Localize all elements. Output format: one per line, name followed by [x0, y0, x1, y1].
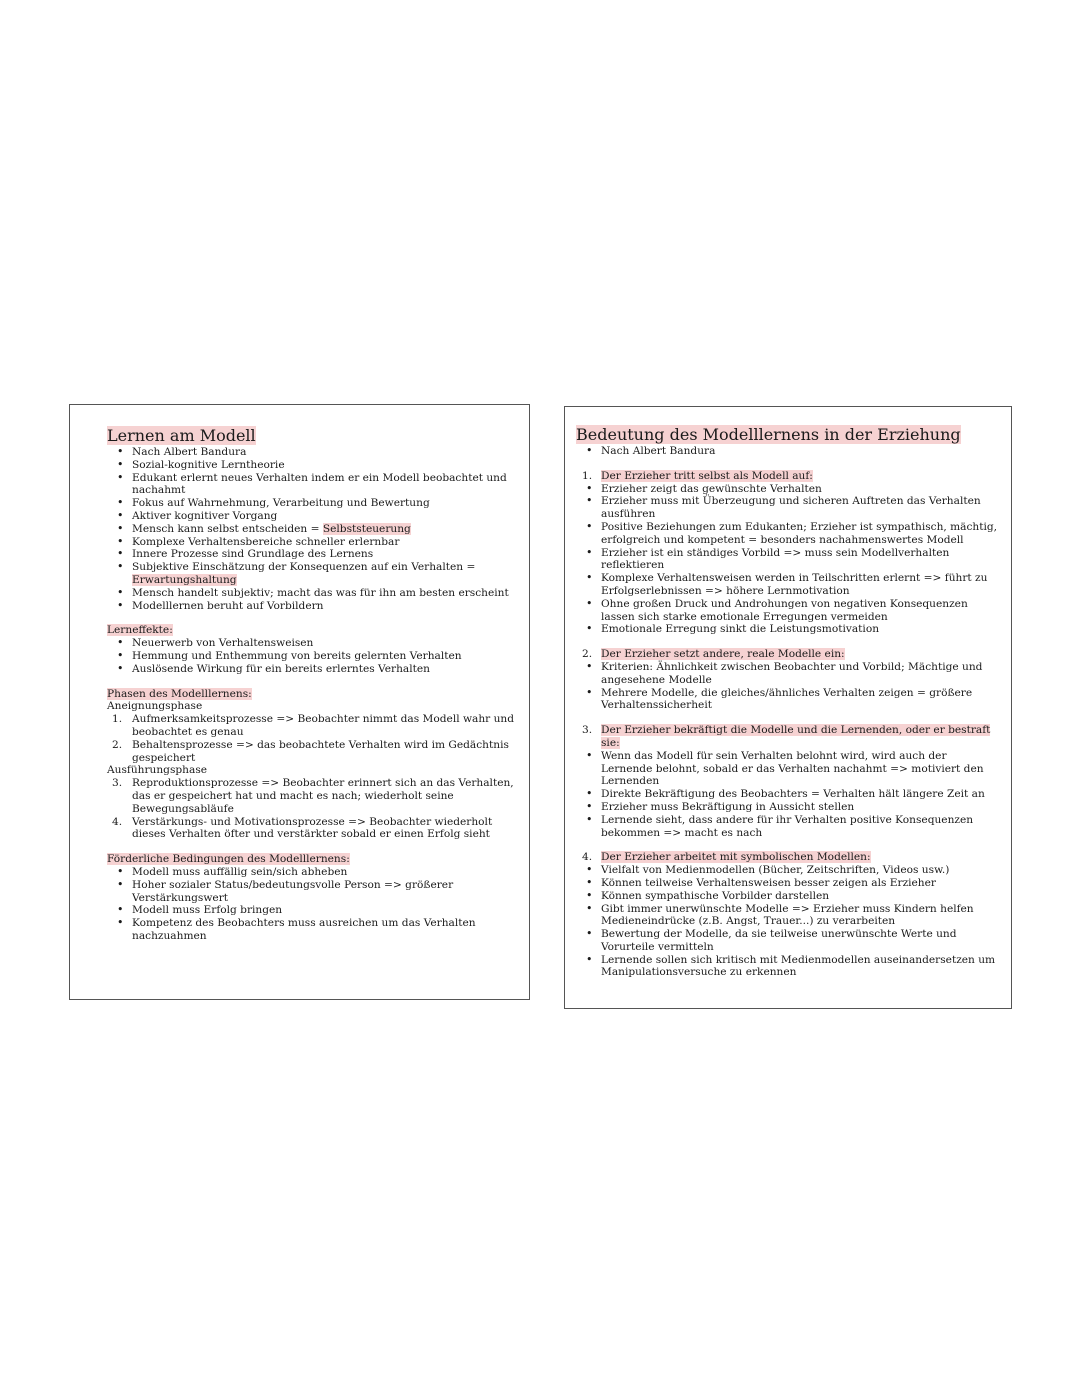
list-item: • Sozial-kognitive Lerntheorie — [132, 459, 515, 472]
phasen-section — [107, 688, 515, 842]
list-item: • Vielfalt von Medienmodellen (Bücher, Zeitschriften, Videos usw.) — [601, 864, 1001, 877]
list-item: • Kriterien: Ähnlichkeit zwischen Beobachter und Vorbild; Mächtige und angesehene Modelle — [601, 661, 1001, 687]
list-item: • Nach Albert Bandura — [601, 445, 1001, 458]
list-item: • Gibt immer unerwünschte Modelle => Erzieher muss Kindern helfen Medieneindrücke (z.B. Angst, Trauer...) zu verarbeiten — [601, 903, 1001, 929]
phase-label: Aneignungsphase — [107, 700, 203, 713]
list-item: • Positive Beziehungen zum Edukanten; Erzieher ist sympathisch, mächtig, erfolgreich und kompetent = besonders nachahmenswertes Modell — [601, 521, 1001, 547]
section-heading: Phasen des Modelllernens: — [107, 687, 252, 700]
list-item: • Mensch handelt subjektiv; macht das was für ihn am besten erscheint — [132, 587, 515, 600]
list-item: • Hoher sozialer Status/bedeutungsvolle Person => größerer Verstärkungswert — [132, 879, 515, 905]
list-item: • Aktiver kognitiver Vorgang — [132, 510, 515, 523]
list-item: • Edukant erlernt neues Verhalten indem er ein Modell beobachtet und nachahmt — [132, 472, 515, 498]
list-item: • Modell muss auffällig sein/sich abheben — [132, 866, 515, 879]
list-item: • Kompetenz des Beobachters muss ausreichen um das Verhalten nachzuahmen — [132, 917, 515, 943]
numbered-heading: 2. Der Erzieher setzt andere, reale Modelle ein: — [582, 648, 845, 661]
list-item: • Erzieher muss Bekräftigung in Aussicht stellen — [601, 801, 1001, 814]
list-item: • Fokus auf Wahrnehmung, Verarbeitung und Bewertung — [132, 497, 515, 510]
section-heading: Förderliche Bedingungen des Modelllernens: — [107, 853, 350, 866]
list-item: • Bewertung der Modelle, da sie teilweise unerwünschte Werte und Vorurteile vermitteln — [601, 928, 1001, 954]
numbered-step: 2. Behaltensprozesse => das beobachtete Verhalten wird im Gedächtnis gespeichert — [112, 738, 509, 764]
highlight-selbststeuerung: Selbststeuerung — [322, 522, 411, 535]
left-title: Lernen am Modell — [107, 426, 256, 445]
numbered-step: 4. Verstärkungs- und Motivationsprozesse => Beobachter wiederholt dieses Verhalten öfter und verstärkter sobald er einen Erfolg sieht — [112, 815, 493, 841]
section-list — [576, 750, 1001, 840]
right-notes-card — [564, 406, 1012, 1009]
list-item: • Hemmung und Enthemmung von bereits gelernten Verhalten — [132, 650, 515, 663]
list-item: • Modell muss Erfolg bringen — [132, 904, 515, 917]
erziehung-section-3 — [576, 724, 1001, 839]
section-list — [576, 864, 1001, 979]
list-item: • Komplexe Verhaltensbereiche schneller erlernbar — [132, 536, 515, 549]
right-title: Bedeutung des Modelllernens in der Erziehung — [576, 425, 961, 444]
list-item: • Auslösende Wirkung für ein bereits erlerntes Verhalten — [132, 663, 515, 676]
list-item: • Mehrere Modelle, die gleiches/ähnliches Verhalten zeigen = größere Verhaltenssicherheit — [601, 687, 1001, 713]
erziehung-section-2 — [576, 648, 1001, 712]
list-item: • Direkte Bekräftigung des Beobachters = Verhalten hält längere Zeit an — [601, 788, 1001, 801]
section-list — [576, 661, 1001, 712]
list-item: • Mensch kann selbst entscheiden = Selbststeuerung — [132, 523, 515, 536]
phase-label: Ausführungsphase — [107, 764, 208, 777]
section-list — [576, 483, 1001, 637]
numbered-heading: 3. Der Erzieher bekräftigt die Modelle und die Lernenden, oder er bestraft sie: — [582, 724, 991, 749]
highlight-erwartungshaltung: Erwartungshaltung — [132, 573, 237, 586]
list-item: • Erzieher ist ein ständiges Vorbild => muss sein Modellverhalten reflektieren — [601, 547, 1001, 573]
numbered-step: 1. Aufmerksamkeitsprozesse => Beobachter nimmt das Modell wahr und beobachtet es genau — [112, 713, 515, 738]
list-item: • Erzieher muss mit Überzeugung und sicheren Auftreten das Verhalten ausführen — [601, 495, 1001, 521]
erziehung-section-4 — [576, 851, 1001, 979]
list-item: • Ohne großen Druck und Androhungen von negativen Konsequenzen lassen sich starke emotionale Erregungen vermeiden — [601, 598, 1001, 624]
lerneffekte-section — [107, 624, 515, 675]
numbered-heading: 4. Der Erzieher arbeitet mit symbolischen Modellen: — [582, 851, 871, 864]
left-notes-card — [69, 404, 530, 1000]
conditions-list — [107, 866, 515, 943]
section-heading: Lerneffekte: — [107, 624, 173, 637]
list-item: • Innere Prozesse sind Grundlage des Lernens — [132, 548, 515, 561]
intro-list — [576, 445, 1001, 458]
list-item: • Erzieher zeigt das gewünschte Verhalten — [601, 483, 1001, 496]
list-item: • Komplexe Verhaltensweisen werden in Teilschritten erlernt => führt zu Erfolgserlebnissen => höhere Lernmotivation — [601, 572, 1001, 598]
list-item: • Subjektive Einschätzung der Konsequenzen auf ein Verhalten = Erwartungshaltung — [132, 561, 515, 587]
numbered-step: 3. Reproduktionsprozesse => Beobachter erinnert sich an das Verhalten, das er gespeichert hat und macht es nach; wiederholt seine Bewegungsabläufe — [112, 777, 514, 815]
list-item: • Wenn das Modell für sein Verhalten belohnt wird, wird auch der Lernende belohnt, sobald er das Verhalten nachahmt => motiviert den Lernenden — [601, 750, 1001, 788]
list-item: • Nach Albert Bandura — [132, 446, 515, 459]
list-item: • Lernende sieht, dass andere für ihr Verhalten positive Konsequenzen bekommen => macht es nach — [601, 814, 1001, 840]
list-item: • Können sympathische Vorbilder darstellen — [601, 890, 1001, 903]
list-item: • Emotionale Erregung sinkt die Leistungsmotivation — [601, 623, 1001, 636]
list-item: • Neuerwerb von Verhaltensweisen — [132, 637, 515, 650]
list-item: • Können teilweise Verhaltensweisen besser zeigen als Erzieher — [601, 877, 1001, 890]
effects-list — [107, 637, 515, 675]
list-item: • Modelllernen beruht auf Vorbildern — [132, 600, 515, 613]
numbered-heading: 1. Der Erzieher tritt selbst als Modell auf: — [582, 469, 813, 482]
erziehung-section-1 — [576, 470, 1001, 636]
list-item: • Lernende sollen sich kritisch mit Medienmodellen auseinandersetzen um Manipulationsversuche zu erkennen — [601, 954, 1001, 980]
bedingungen-section — [107, 853, 515, 943]
intro-list — [107, 446, 515, 612]
